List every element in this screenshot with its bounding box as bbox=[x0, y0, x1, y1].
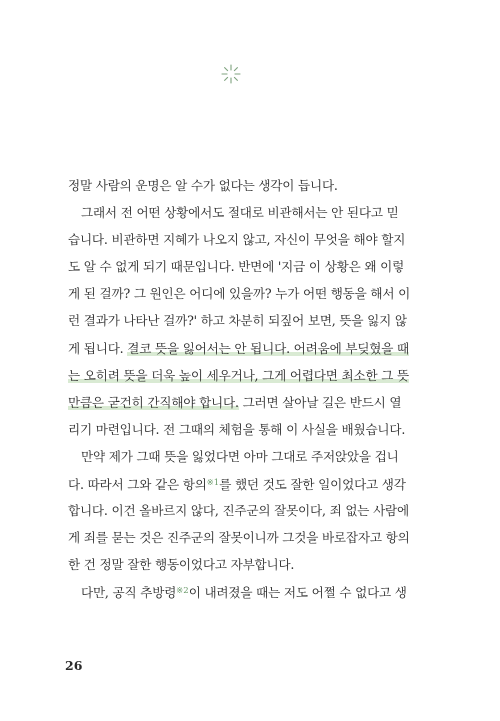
page-number: 26 bbox=[65, 658, 83, 673]
text-segment: 그러면 살아날 길은 반드시 열 bbox=[238, 394, 402, 410]
text-line bbox=[68, 389, 433, 416]
text-segment: 를 했던 것도 잘한 일이었다고 생각 bbox=[219, 477, 406, 493]
text-line: 정말 사람의 운명은 알 수가 없다는 생각이 듭니다. bbox=[68, 178, 338, 193]
footnote-marker: ※2 bbox=[176, 586, 189, 597]
text-line: 게 죄를 묻는 것은 진주군의 잘못이니까 그것을 바로잡자고 항의 bbox=[68, 530, 410, 546]
body-text bbox=[68, 172, 433, 606]
text-segment: 이 내려졌을 때는 저도 어쩔 수 없다고 생 bbox=[188, 585, 407, 601]
text-segment: 다만, 공직 추방령 bbox=[81, 585, 177, 601]
highlighted-text: 만큼은 굳건히 간직해야 합니다. bbox=[68, 394, 239, 410]
text-line bbox=[68, 335, 433, 362]
text-line: 한 건 정말 잘한 행동이었다고 자부합니다. bbox=[68, 557, 295, 573]
text-line: 게 된 걸까? 그 원인은 어디에 있을까? 누가 어떤 행동을 해서 이 bbox=[68, 286, 411, 302]
text-line: 만약 제가 그때 뜻을 잃었다면 아마 그대로 주저앉았을 겁니 bbox=[81, 448, 399, 464]
highlighted-text: 결코 뜻을 잃어서는 안 됩니다. 어려움에 부딪혔을 때 bbox=[127, 340, 409, 356]
footnote-marker: ※1 bbox=[206, 478, 220, 489]
text-line: 도 알 수 없게 되기 때문입니다. 반면에 '지금 이 상황은 왜 이렇 bbox=[68, 259, 405, 275]
text-line bbox=[68, 470, 433, 497]
text-segment: 다. 따라서 그와 같은 항의 bbox=[68, 477, 207, 493]
highlighted-text: 는 오히려 뜻을 더욱 높이 세우거나, 그게 어렵다면 최소한 그 뜻 bbox=[68, 367, 409, 383]
text-line: 리기 마련입니다. 전 그때의 체험을 통해 이 사실을 배웠습니다. bbox=[68, 421, 406, 437]
text-line bbox=[68, 578, 433, 605]
text-line: 합니다. 이건 올바르지 않다, 진주군의 잘못이다, 죄 없는 사람에 bbox=[68, 503, 409, 519]
text-line: 습니다. 비관하면 지혜가 나오지 않고, 자신이 무엇을 해야 할지 bbox=[68, 232, 406, 248]
text-line: 그래서 전 어떤 상황에서도 절대로 비관해서는 안 된다고 믿 bbox=[81, 205, 399, 221]
text-line: 런 결과가 나타난 걸까?' 하고 차분히 되짚어 보면, 뜻을 잃지 않 bbox=[68, 313, 407, 329]
text-segment: 게 됩니다. bbox=[68, 340, 128, 356]
text-line bbox=[68, 362, 433, 389]
sparkle-divider-icon bbox=[219, 62, 243, 86]
